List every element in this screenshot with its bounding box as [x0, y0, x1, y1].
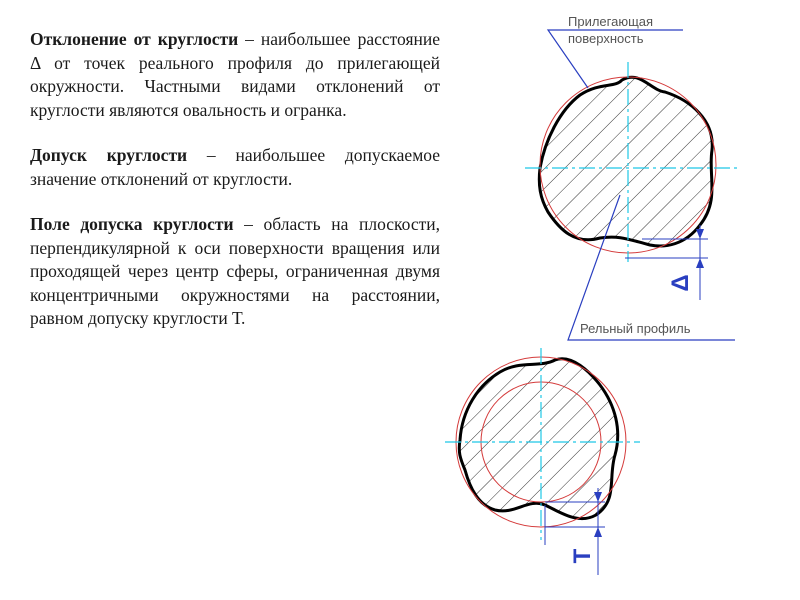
delta-symbol: Δ — [667, 274, 694, 292]
delta-arrow-top — [696, 229, 704, 239]
definition: – наибольшее допускаемое значение отклонений от круглости. — [30, 145, 441, 189]
definition: – наибольшее расстояние Δ от точек реального профиля до прилегающей окружности. Частными видами отклонений от круглости являются овальность и огранка. — [30, 29, 440, 120]
definition: – область на плоскости, перпендикулярной к оси поверхности вращения или проходящей через центр сферы, ограниченная двумя концентричными окружностями на расстоянии, равном допуску круглости Т. — [30, 214, 440, 328]
bottom-real-profile-fill — [459, 359, 617, 519]
label-adjacent-line1: Прилегающая — [568, 14, 654, 29]
label-adjacent-line2: поверхность — [568, 31, 644, 46]
term: Поле допуска круглости — [30, 214, 234, 234]
term: Допуск круглости — [30, 145, 188, 165]
tol-arrow-bottom — [594, 527, 602, 537]
top-real-profile-fill — [539, 77, 712, 246]
top-roundness-diagram — [525, 14, 738, 340]
bottom-roundness-diagram — [445, 348, 640, 575]
tolerance-symbol: T — [569, 548, 596, 564]
term: Отклонение от круглости — [30, 29, 239, 49]
label-real-profile: Рельный профиль — [580, 321, 691, 336]
delta-arrow-bottom — [696, 258, 704, 268]
